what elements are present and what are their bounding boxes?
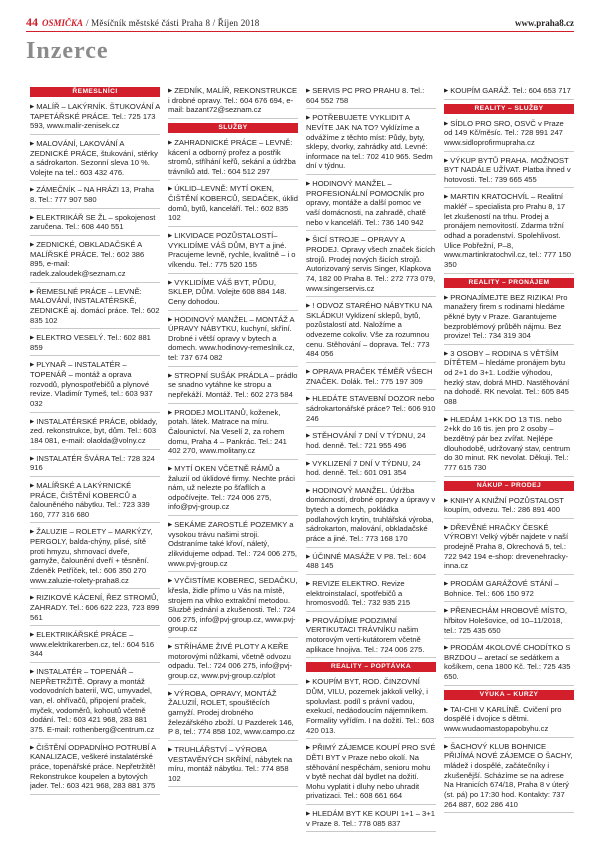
classified-ad bbox=[306, 86, 436, 109]
ad-text: HODINOVÝ MANŽEL – PROFESIONÁLNÍ POMOCNÍK pro opravy, montáže a další pomoc ve vaší domácnosti, na zahradě, chatě nebo v kanceláři. Tel.: 736 140 942 bbox=[306, 179, 426, 227]
ad-text: HODINOVÝ MANŽEL. Údržba domácností, drobné opravy a úpravy v bytech a domech, pokládka podlahových krytin, truhlářská výroba, sádrokarton, malování, obkladačské práce a jiné. Tel.: 773 168 170 bbox=[306, 485, 436, 543]
ad-text: VÝROBA, OPRAVY, MONTÁŽ ŽALUZIÍ, ROLET, spouštěcích garnyží. Prodej drobného železářského zboží. U Pazderek 146, P 8, tel.: 774 858 102, www.campo.cz bbox=[168, 688, 295, 737]
bullet-arrow-icon: ▶ bbox=[306, 181, 311, 188]
classified-ad bbox=[306, 459, 436, 482]
bullet-arrow-icon: ▶ bbox=[306, 679, 311, 686]
ad-text: KNIHY A KNIŽNÍ POZŮSTALOST koupím, odvezu. Tel.: 286 891 400 bbox=[444, 495, 564, 515]
ad-text: PŘENECHÁM HROBOVÉ MÍSTO, hřbitov Holešovice, od 10–11/2018, tel.: 725 435 650 bbox=[444, 606, 567, 635]
classified-ad bbox=[444, 579, 574, 602]
bullet-arrow-icon: ▶ bbox=[444, 88, 449, 94]
ad-text: PLYNAŘ – INSTALATÉR – TOPENÁŘ – montáž a oprava rozvodů, plynospotřebičů a plynové revize. Vladimír Tymeš, tel.: 603 937 032 bbox=[30, 360, 153, 409]
ad-text: HLEDÁM BYT KE KOUPI 1+1 – 3+1 v Praze 8. Tel.: 778 085 837 bbox=[306, 809, 435, 828]
bullet-arrow-icon: ▶ bbox=[30, 362, 35, 369]
classified-ad bbox=[444, 156, 574, 189]
classified-ad bbox=[306, 367, 436, 390]
bullet-arrow-icon: ▶ bbox=[306, 460, 311, 467]
classified-ad bbox=[444, 349, 574, 411]
bullet-arrow-icon: ▶ bbox=[306, 115, 311, 122]
ad-text: 3 OSOBY – RODINA S VĚTŠÍM DÍTĚTEM – hledáme pronájem bytu od 2+1 do 3+1. Lodžie výhodou, hezký stav, dobrá MHD. Nastěhování na dohodě. RK nevolat. Tel.: 605 845 088 bbox=[444, 348, 570, 407]
classified-ad bbox=[30, 630, 160, 663]
classified-ad bbox=[168, 138, 298, 181]
bullet-arrow-icon: ▶ bbox=[30, 242, 35, 249]
ad-text: HODINOVÝ MANŽEL – MONTÁŽ A ÚPRAVY NÁBYTKU, kuchyní, skříní. Drobné i větší opravy v bytech a domech. www.hodinovy-remeslnik.cz, tel: 737 674 082 bbox=[168, 314, 295, 363]
bullet-arrow-icon: ▶ bbox=[30, 335, 35, 342]
classified-ad bbox=[168, 576, 298, 638]
ad-text: DŘEVĚNÉ HRAČKY ČESKÉ VÝROBY! Velký výběr najdete v naší prodejně Praha 8, Okrechová 5, tel.: 722 942 194 e-shop: drevenehracky-inna.cz bbox=[444, 522, 569, 571]
classified-ad bbox=[168, 464, 298, 516]
bullet-arrow-icon: ▶ bbox=[444, 194, 449, 201]
bullet-arrow-icon: ▶ bbox=[306, 745, 311, 752]
category-header: REALITY – POPTÁVKA bbox=[306, 662, 436, 672]
bullet-arrow-icon: ▶ bbox=[168, 88, 173, 94]
classified-ad bbox=[444, 705, 574, 738]
bullet-arrow-icon: ▶ bbox=[168, 279, 173, 286]
ad-text: LIKVIDACE POZŮSTALOSTÍ– VYKLIDÍME VÁŠ DŮM, BYT a jiné. Pracujeme levně, rychle, kvalitně – i o víkendu. Tel.: 775 520 155 bbox=[168, 231, 296, 269]
classified-ad bbox=[30, 743, 160, 795]
bullet-arrow-icon: ▶ bbox=[444, 706, 449, 713]
bullet-arrow-icon: ▶ bbox=[168, 578, 173, 585]
bullet-arrow-icon: ▶ bbox=[306, 237, 311, 244]
ad-text: INSTALATÉR ŠVÁRA Tel.: 728 324 916 bbox=[30, 453, 155, 473]
bullet-arrow-icon: ▶ bbox=[168, 316, 173, 323]
ad-text: ZÁMEČNÍK – NA HRÁZI 13, Praha 8. Tel.: 777 907 580 bbox=[30, 185, 154, 205]
classified-ad bbox=[444, 86, 574, 100]
bullet-arrow-icon: ▶ bbox=[30, 632, 35, 639]
ad-text: ŠICÍ STROJE – OPRAVY A PRODEJ. Opravy všech značek šicích strojů. Prodej nových šicích strojů. Autorizovaný servis Singer, Klapkova 74, 182 00 Praha 8. Tel.: 272 773 079, www.singerservis.cz bbox=[306, 235, 436, 293]
bullet-arrow-icon: ▶ bbox=[30, 418, 35, 425]
ad-text: TRUHLÁŘSTVÍ – VÝROBA VESTAVĚNÝCH SKŘÍNÍ, nábytek na míru, montáž nábytku. Tel.: 774 858 102 bbox=[168, 744, 293, 783]
classified-ad bbox=[30, 481, 160, 524]
classified-ad bbox=[168, 371, 298, 404]
bullet-arrow-icon: ▶ bbox=[30, 744, 35, 751]
classified-ad bbox=[444, 643, 574, 686]
classified-ad bbox=[168, 278, 298, 311]
bullet-arrow-icon: ▶ bbox=[444, 497, 449, 504]
ad-text: ! ODVOZ STARÉHO NÁBYTKU NA SKLÁDKU! Vyklizení sklepů, bytů, pozůstalostí atd. Naložíme a odvezeme cokoliv. Vše za rozumnou cenu. Stěhování – doprava. Tel.: 773 484 056 bbox=[306, 301, 432, 359]
bullet-arrow-icon: ▶ bbox=[444, 294, 449, 301]
website-link[interactable]: www.praha8.cz bbox=[515, 17, 574, 28]
bullet-arrow-icon: ▶ bbox=[444, 350, 449, 357]
magazine-brand: OSMIČKA bbox=[42, 17, 84, 28]
classified-ad bbox=[168, 745, 298, 788]
ad-text: OPRAVA PRAČEK TÉMĚŘ VŠECH ZNAČEK. Dolák. Tel.: 775 197 309 bbox=[306, 367, 433, 386]
ad-text: PRODÁM 4KOLOVÉ CHODÍTKO S BRZDOU – aretací se sedátkem a košíkem, cena 1800 Kč. Tel.: 725 435 650. bbox=[444, 643, 571, 682]
classified-ad bbox=[168, 86, 298, 119]
ad-text: ŠACHOVÝ KLUB BOHNICE PŘIJÍMÁ NOVÉ ZÁJEMCE O ŠACHY, mládež i dospělé, začátečníky i zkušenější. Scházíme se na adrese Na Hranicích 674/18, Praha 8 v úterý (st. pá) po 17:30 hod. Kontakty: 737 264 887, 602 286 410 bbox=[444, 741, 573, 809]
column-1 bbox=[30, 86, 160, 838]
bullet-arrow-icon: ▶ bbox=[30, 595, 35, 602]
ad-text: PRONAJÍMEJTE BEZ RIZIKA! Pro manažery firem s rodinami hledáme pěkné byty v Praze. Garantujeme bezproblémový průběh nájmu. Bez provize! Tel.: 734 319 304 bbox=[444, 292, 568, 341]
ad-text: ELEKTRIKÁŘSKÉ PRÁCE – www.elektrikarerben.cz, tel.: 604 516 344 bbox=[30, 630, 155, 659]
classified-ad bbox=[444, 523, 574, 575]
classified-ad bbox=[30, 593, 160, 626]
ad-text: ELEKTRO VESELÝ. Tel.: 602 881 859 bbox=[30, 333, 151, 352]
bullet-arrow-icon: ▶ bbox=[30, 140, 35, 147]
bullet-arrow-icon: ▶ bbox=[444, 157, 449, 164]
bullet-arrow-icon: ▶ bbox=[444, 743, 449, 750]
section-title: Inzerce bbox=[26, 38, 109, 64]
ad-text: KOUPÍM BYT, ROD. ČINZOVNÍ DŮM, VILU, pozemek jakkoli velký, i spoluvlast. podíl s právní vadou, exekucí, nedáodoucím nájemníkem. Formality vyřídím. I na dožití. Tel.: 603 420 013. bbox=[306, 677, 435, 735]
bullet-arrow-icon: ▶ bbox=[30, 529, 35, 536]
classified-ad bbox=[306, 616, 436, 659]
ad-text: ELEKTRIKÁŘ SE ŽL – spokojenost zaručena. Tel.: 608 440 551 bbox=[30, 212, 156, 232]
ad-text: ÚČINNÉ MASÁŽE V P8. Tel.: 604 488 145 bbox=[306, 551, 427, 571]
bullet-arrow-icon: ▶ bbox=[168, 522, 173, 529]
classified-ad bbox=[168, 184, 298, 227]
ad-text: MARTIN KRATOCHVÍL – Realitní makléř – specialista pro Prahu 8, 17 let zkušeností na trhu. Prodej a pronájem nemovitostí. Zdarma tržní odhad a poradenství. Spolehlivost. Ulice Pobřežní, P–8, www.martinkratochvil.cz, tel.: 777 150 350 bbox=[444, 192, 572, 269]
ad-text: VYKLIZENÍ 7 DNÍ V TÝDNU, 24 hod. denně. Tel.: 601 091 354 bbox=[306, 458, 421, 478]
bullet-arrow-icon: ▶ bbox=[168, 690, 173, 697]
bullet-arrow-icon: ▶ bbox=[306, 487, 311, 494]
bullet-arrow-icon: ▶ bbox=[168, 186, 173, 193]
ad-text: PŘIMÝ ZÁJEMCE KOUPÍ PRO SVÉ DĚTI BYT v Praze nebo okolí. Na stěhování nespěchám, senioru mohu v bytě nechat dál bydlet na dožití. Mohu vyplatit i dluhy nebo uhradit privatizaci. Tel.: 608 661 664 bbox=[306, 743, 436, 801]
ad-text: INSTALATÉR – TOPENÁŘ – NEPŘETRŽITĚ. Opravy a montáž vodovodních baterií, WC, umyvadel, van, el. ohřívačů, připojení praček, myček, vodoměrů, kohoutů včetně dodání. Tel.: 603 421 968, 283 881 375. E-mail: rothenberg@centrum.cz bbox=[30, 667, 155, 734]
bullet-arrow-icon: ▶ bbox=[306, 553, 311, 560]
bullet-arrow-icon: ▶ bbox=[30, 482, 35, 489]
bullet-arrow-icon: ▶ bbox=[306, 396, 311, 403]
ad-text: HLEDÁM 1+KK DO 13 TIS. nebo 2+kk do 16 tis. jen pro 2 osoby – bezdětný pár bez zvířat. Nejlépe dlouhodobě, udržovaný stav, centrum do 30 minut. RK nevolat. Děkuji. Tel.: 777 615 730 bbox=[444, 414, 571, 472]
classified-ad bbox=[444, 119, 574, 152]
ad-text: ŽALUZIE – ROLETY – MARKÝZY, PERGOLY, balda-chýny, plisé, sítě proti hmyzu, shrnovací dveře, garnyže, čalounění dveří + těsnění. Zdeněk Petříček, tel.: 606 350 270 www.zaluzie-rolety-praha8.cz bbox=[30, 527, 153, 585]
ad-text: SÍDLO PRO SRO, OSVČ v Praze od 149 Kč/měsíc. Tel.: 728 991 247 www.sidloprofirmupraha.cz bbox=[444, 118, 564, 147]
classified-ad bbox=[30, 102, 160, 135]
classified-ad bbox=[444, 742, 574, 813]
category-header: ŘEMESLNÍCI bbox=[30, 87, 160, 97]
bullet-arrow-icon: ▶ bbox=[444, 120, 449, 127]
bullet-arrow-icon: ▶ bbox=[30, 455, 35, 462]
classified-ad bbox=[30, 454, 160, 477]
classified-ad bbox=[306, 394, 436, 427]
classified-ad bbox=[30, 417, 160, 450]
classified-ad bbox=[30, 527, 160, 589]
ad-text: STROPNÍ SUŠÁK PRÁDLA – prádlo se snadno vytáhne ke stropu a nepřekáží. Montáž. Tel.: 602 273 584 bbox=[168, 370, 298, 400]
ad-text: RIZIKOVÉ KÁCENÍ, ŘEZ STROMŮ, ZAHRADY. Tel.: 606 622 223, 723 899 561 bbox=[30, 593, 160, 622]
classified-ad bbox=[444, 192, 574, 273]
classified-ad bbox=[168, 231, 298, 274]
classified-ad bbox=[444, 415, 574, 477]
bullet-arrow-icon: ▶ bbox=[168, 372, 173, 379]
bullet-arrow-icon: ▶ bbox=[306, 369, 311, 376]
bullet-arrow-icon: ▶ bbox=[306, 88, 311, 94]
classified-ad bbox=[168, 315, 298, 367]
ad-text: MALÍŘSKÉ A LAKÝRNICKÉ PRÁCE, ČIŠTĚNÍ KOBERCŮ a čalouněného nábytku. Tel.: 723 339 160, 777 316 680 bbox=[30, 480, 150, 519]
ad-text: INSTALATÉRSKÉ PRÁCE, obklady, zed. rekonstrukce, byt, dům. Tel.: 603 184 081, e-mail: olaolda@volny.cz bbox=[30, 416, 158, 445]
ad-text: POTŘEBUJETE VYKLIDIT A NEVÍTE JAK NA TO? Vyklízíme a odvážíme z těchto míst: Půdy, byty, sklepy, dvorky, zahrádky atd. Levné: informace na tel.: 702 410 965. Sedm dní v týdnu. bbox=[306, 113, 433, 171]
bullet-arrow-icon: ▶ bbox=[168, 465, 173, 472]
bullet-arrow-icon: ▶ bbox=[168, 233, 173, 240]
ad-text: MYTÍ OKEN VČETNĚ RÁMŮ a žaluzií od úklidové firmy. Nechte práci nám, už nelezte po šťaflích a odpočívejte. Tel.: 724 006 275, info@pvj-group.cz bbox=[168, 463, 295, 512]
page-header bbox=[26, 14, 574, 32]
bullet-arrow-icon: ▶ bbox=[444, 645, 449, 652]
bullet-arrow-icon: ▶ bbox=[444, 580, 449, 587]
ad-text: VYKLIDÍME VÁŠ BYT, PŮDU, SKLEP, DŮM. Volejte 608 884 148. Ceny dohodou. bbox=[168, 277, 287, 306]
ad-text: ZEDNÍK, MALÍŘ, REKONSTRUKCE i drobné opravy. Tel.: 604 676 694, e-mail: bazant72@seznam.cz bbox=[168, 86, 298, 115]
classified-columns bbox=[30, 86, 574, 838]
classified-ad bbox=[306, 579, 436, 612]
bullet-arrow-icon: ▶ bbox=[30, 669, 35, 676]
bullet-arrow-icon: ▶ bbox=[30, 187, 35, 194]
classified-ad bbox=[306, 809, 436, 832]
classified-ad bbox=[306, 235, 436, 297]
ad-text: REVIZE ELEKTRO. Revize elektroinstalací, spotřebičů a hromosvodů. Tel.: 732 935 215 bbox=[306, 578, 411, 608]
classified-ad bbox=[306, 486, 436, 548]
bullet-arrow-icon: ▶ bbox=[306, 617, 311, 624]
ad-text: TAI-CHI V KARLÍNĚ. Cvičení pro dospělé i dvojice s dětmi. www.wudaomastopapobyhu.cz bbox=[444, 704, 562, 734]
bullet-arrow-icon: ▶ bbox=[168, 746, 173, 753]
classified-ad bbox=[306, 113, 436, 175]
bullet-arrow-icon: ▶ bbox=[306, 811, 311, 818]
ad-text: STĚHOVÁNÍ 7 DNÍ V TÝDNU, 24 hod. denně. Tel.: 721 955 496 bbox=[306, 431, 426, 450]
ad-text: SEKÁME ZAROSTLÉ POZEMKY a vysokou trávu našimi stroji. Odstraníme také křoví, náletý, zlikvidujeme odpad. Tel.: 724 006 275, www.pvj-group.cz bbox=[168, 520, 298, 568]
bullet-arrow-icon: ▶ bbox=[168, 139, 173, 146]
bullet-arrow-icon: ▶ bbox=[444, 524, 449, 531]
bullet-arrow-icon: ▶ bbox=[168, 644, 173, 651]
ad-text: KOUPÍM GARÁŽ. Tel.: 604 653 717 bbox=[450, 86, 571, 95]
classified-ad bbox=[30, 360, 160, 412]
ad-text: ŘEMESLNÉ PRÁCE – LEVNĚ: MALOVÁNÍ, INSTALATÉRSKÉ, ZEDNICKÉ aj. domácí práce. Tel.: 602 835 102 bbox=[30, 286, 160, 325]
classified-ad bbox=[306, 179, 436, 231]
classified-ad bbox=[306, 677, 436, 739]
classified-ad bbox=[306, 301, 436, 363]
category-header: REALITY – SLUŽBY bbox=[444, 104, 574, 114]
bullet-arrow-icon: ▶ bbox=[306, 580, 311, 587]
classified-ad bbox=[30, 333, 160, 356]
ad-text: PRODEJ MOLITANŮ, koženek, potah. látek. Matrace na míru. Čalounictví. Na Veselí 2, za rohem domu, Praha 4 – Pankrác. Tel.: 241 402 270, www.molitany.cz bbox=[168, 407, 287, 456]
column-3 bbox=[306, 86, 436, 838]
classified-ad bbox=[306, 743, 436, 805]
bullet-arrow-icon: ▶ bbox=[30, 288, 35, 295]
ad-text: SERVIS PC PRO PRAHU 8. Tel.: 604 552 758 bbox=[306, 86, 425, 105]
classified-ad bbox=[444, 606, 574, 639]
ad-text: PRODÁM GARÁŽOVÉ STÁNÍ – Bohnice. Tel.: 606 150 972 bbox=[444, 578, 559, 598]
classified-ad bbox=[306, 552, 436, 575]
ad-text: ČIŠTĚNÍ ODPADNÍHO POTRUBÍ A KANALIZACE, veškeré instalatérské práce, topenářské práce. Nepřetržitě! Rekonstrukce koupelen a bytových jader. Tel.: 603 421 968, 283 881 375 bbox=[30, 742, 156, 791]
ad-text: VÝKUP BYTŮ PRAHA. MOŽNOST BYT NADÁLE UŽÍVAT. Platba ihned v hotovosti. Tel.: 739 665 455 bbox=[444, 155, 571, 184]
ad-text: PROVÁDÍME PODZIMNÍ VERTIKUTACI TRÁVNÍKU našim motorovým verti-kutátorem včetně aplikace hnojiva. Tel.: 724 006 275. bbox=[306, 615, 425, 654]
category-header: SLUŽBY bbox=[168, 123, 298, 133]
classified-ad bbox=[168, 642, 298, 685]
category-header: NÁKUP – PRODEJ bbox=[444, 481, 574, 491]
column-2 bbox=[168, 86, 298, 838]
classified-ad bbox=[30, 240, 160, 283]
bullet-arrow-icon: ▶ bbox=[30, 214, 35, 221]
bullet-arrow-icon: ▶ bbox=[444, 416, 449, 423]
classified-ad bbox=[168, 408, 298, 460]
ad-text: ZEDNICKÉ, OBKLADAČSKÉ A MALÍŘSKÉ PRÁCE. Tel.: 602 386 895, e-mail: radek.zaloudek@seznam.cz bbox=[30, 240, 145, 278]
bullet-arrow-icon: ▶ bbox=[444, 608, 449, 615]
classified-ad bbox=[168, 520, 298, 572]
classified-ad bbox=[444, 496, 574, 519]
classified-ad bbox=[30, 139, 160, 182]
ad-text: ZAHRADNICKÉ PRÁCE – LEVNĚ: kácení a odborný prořez a postřik stromů, stříhání keřů, sekání a údržba trávníků atd. Tel.: 604 512 297 bbox=[168, 137, 296, 176]
bullet-arrow-icon: ▶ bbox=[306, 303, 311, 310]
issue-info: / Měsíčník městské části Praha 8 / Říjen 2018 bbox=[86, 17, 260, 28]
ad-text: MALÍŘ – LAKÝRNÍK. ŠTUKOVÁNÍ A TAPETÁŘSKÉ PRÁCE. Tel.: 725 173 593, www.malir-zenisek.cz bbox=[30, 102, 160, 131]
classified-ad bbox=[30, 667, 160, 738]
bullet-arrow-icon: ▶ bbox=[168, 409, 173, 416]
classified-ad bbox=[30, 185, 160, 208]
ad-text: MALOVÁNÍ, LAKOVÁNÍ A ZEDNICKÉ PRÁCE, štukování, stěrky a sádrokarton. Sezonní sleva 10 %. Volejte na tel.: 603 432 476. bbox=[30, 138, 158, 177]
ad-text: VYČISTÍME KOBEREC, SEDAČKU, křesla, židle přímo u Vás na místě, strojem na vlhko extrakční metodou. Sluzbě jednání a zkušenosti. Tel.: 724 006 275, info@pvj-group.cz, www.pvj-group.cz bbox=[168, 576, 298, 634]
ad-text: ÚKLID–LEVNĚ: MYTÍ OKEN, ČIŠTĚNÍ KOBERCŮ, SEDAČEK, úklid domů, bytů, kanceláří. Tel.: 602 835 102 bbox=[168, 184, 298, 223]
ad-text: HLEDÁTE STAVEBNÍ DOZOR nebo sádrokartonářské práce? Tel.: 606 910 246 bbox=[306, 394, 436, 423]
category-header: VÝUKA – KURZY bbox=[444, 690, 574, 700]
bullet-arrow-icon: ▶ bbox=[306, 433, 311, 440]
classified-ad bbox=[168, 689, 298, 741]
classified-ad bbox=[306, 431, 436, 454]
ad-text: STŘÍHÁME ŽIVÉ PLOTY A KEŘE motorovými nůžkami, včetně odvozu odpadu. Tel.: 724 006 275, info@pvj-group.cz, www.pvj-group.cz/plot bbox=[168, 642, 293, 681]
category-header: REALITY – PRONÁJEM bbox=[444, 278, 574, 288]
bullet-arrow-icon: ▶ bbox=[30, 104, 35, 110]
classified-ad bbox=[444, 293, 574, 345]
column-4 bbox=[444, 86, 574, 838]
classified-ad bbox=[30, 213, 160, 236]
page-number: 44 bbox=[26, 15, 38, 29]
classified-ad bbox=[30, 287, 160, 330]
